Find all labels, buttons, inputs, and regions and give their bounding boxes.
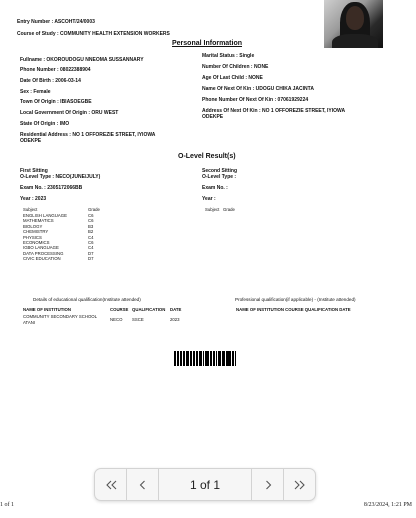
sex: Sex : Female (20, 89, 51, 95)
first-page-button[interactable] (95, 469, 126, 500)
residential-address-line2: ODEKPE (20, 138, 42, 144)
first-year: Year : 2023 (20, 196, 47, 202)
second-olevel-type: O-Level Type : (202, 174, 237, 180)
grade-row-grade: D7 (88, 250, 94, 256)
grade-row-subject: DATA PROCESSING (23, 250, 64, 256)
first-subject-header: Subject (23, 207, 38, 212)
second-grade-header: Grade (223, 207, 235, 212)
double-chevron-right-icon (294, 480, 306, 490)
passport-photo (324, 0, 383, 48)
footer-datetime: 8/23/2024, 1:21 PM (363, 502, 412, 508)
next-of-kin-address: Address Of Next Of Kin : NO 1 OFFOREZIE STREET, IYIOWA (202, 108, 346, 114)
grade-row-subject: ENGLISH LANGUAGE (23, 213, 67, 218)
second-sitting-label: Second Sitting (202, 168, 237, 174)
grade-row-grade: C4 (88, 245, 94, 251)
grade-row-subject: PHYSICS (23, 234, 42, 240)
grade-row-subject: IGBO LANGUAGE (23, 245, 59, 251)
lga-of-origin: Local Government Of Origin : ORU WEST (20, 110, 119, 116)
professional-headers: NAME OF INSTITUTION COURSE QUALIFICATION DATE (236, 307, 351, 312)
phone-number: Phone Number : 08022388904 (20, 67, 91, 73)
age-of-last-child: Age Of Last Child : NONE (202, 75, 263, 81)
course-of-study: Course of Study : COMMUNITY HEALTH EXTENSION WORKERS (17, 31, 170, 37)
residential-address: Residential Address : NO 1 OFFOREZIE STREET, IYIOWA (20, 132, 156, 138)
grade-row-subject: MATHEMATICS (23, 218, 54, 224)
edu-date: 2023 (170, 317, 180, 322)
town-of-origin: Town Of Origin : IBIASOEGBE (20, 99, 92, 105)
chevron-right-icon (264, 480, 272, 490)
footer-page-count: 1 of 1 (0, 502, 14, 508)
date-of-birth: Date Of Birth : 2006-03-14 (20, 78, 81, 84)
grade-row-grade: D7 (88, 256, 94, 262)
grade-row-grade: B3 (88, 223, 94, 229)
edu-institution-line2: ATANI (23, 320, 36, 325)
education-heading: Details of educational qualification(Institute attended) (33, 297, 141, 302)
last-page-button[interactable] (284, 469, 315, 500)
grade-row-grade: C4 (88, 234, 94, 240)
chevron-left-icon (139, 480, 147, 490)
edu-qualification: SSCE (132, 317, 144, 322)
page-indicator: 1 of 1 (189, 477, 221, 492)
first-olevel-type: O-Level Type : NECO(JUNE/JULY) (20, 174, 101, 180)
grade-row-grade: C6 (88, 213, 94, 218)
grade-row-subject: CIVIC EDUCATION (23, 256, 61, 262)
edu-col-qualification: QUALIFICATION (132, 307, 166, 312)
next-of-kin-phone: Phone Number Of Next Of Kin : 07061929224 (202, 97, 309, 103)
fullname: Fullname : OKOROUDOGU NNEOMA SUSSANNARY (20, 57, 144, 63)
grade-row-grade: B2 (88, 229, 94, 235)
next-page-button[interactable] (252, 469, 283, 500)
double-chevron-left-icon (105, 480, 117, 490)
marital-status: Marital Status : Single (202, 53, 255, 59)
edu-col-date: DATE (170, 307, 182, 312)
grade-row-subject: ECONOMICS (23, 240, 50, 245)
second-exam-no: Exam No. : (202, 185, 228, 191)
first-sitting-label: First Sitting (20, 168, 48, 174)
grade-row-subject: BIOLOGY (23, 223, 43, 229)
personal-info-heading: Personal Information (172, 40, 243, 47)
state-of-origin: State Of Origin : IMO (20, 121, 70, 127)
olevel-heading: O-Level Result(s) (178, 153, 236, 160)
next-of-kin-address-line2: ODEKPE (202, 114, 224, 120)
number-of-children: Number Of Children : NONE (202, 64, 269, 70)
first-exam-no: Exam No. : 2305172066BB (20, 185, 83, 191)
first-grade-header: Grade (88, 207, 100, 212)
second-subject-header: Subject (205, 207, 220, 212)
edu-col-course: COURSE (110, 307, 129, 312)
grade-row-grade: C6 (88, 218, 94, 224)
edu-institution: COMMUNITY SECONDARY SCHOOL (23, 314, 98, 319)
prev-page-button[interactable] (127, 469, 158, 500)
grade-row-grade: C6 (88, 240, 94, 245)
entry-number: Entry Number : ASCOHT/24/0003 (17, 19, 95, 25)
professional-heading: Professional qualification(if applicable) - (Institute attended) (235, 297, 356, 302)
second-year: Year : (202, 196, 216, 202)
pdf-page-toolbar (94, 468, 316, 501)
grade-row-subject: CHEMISTRY (23, 229, 49, 235)
edu-course: NECO (110, 317, 123, 322)
edu-col-institution: NAME OF INSTITUTION (23, 307, 71, 312)
barcode (174, 351, 236, 366)
next-of-kin-name: Name Of Next Of Kin : UDOGU CHIKA JACINTA (202, 86, 314, 92)
